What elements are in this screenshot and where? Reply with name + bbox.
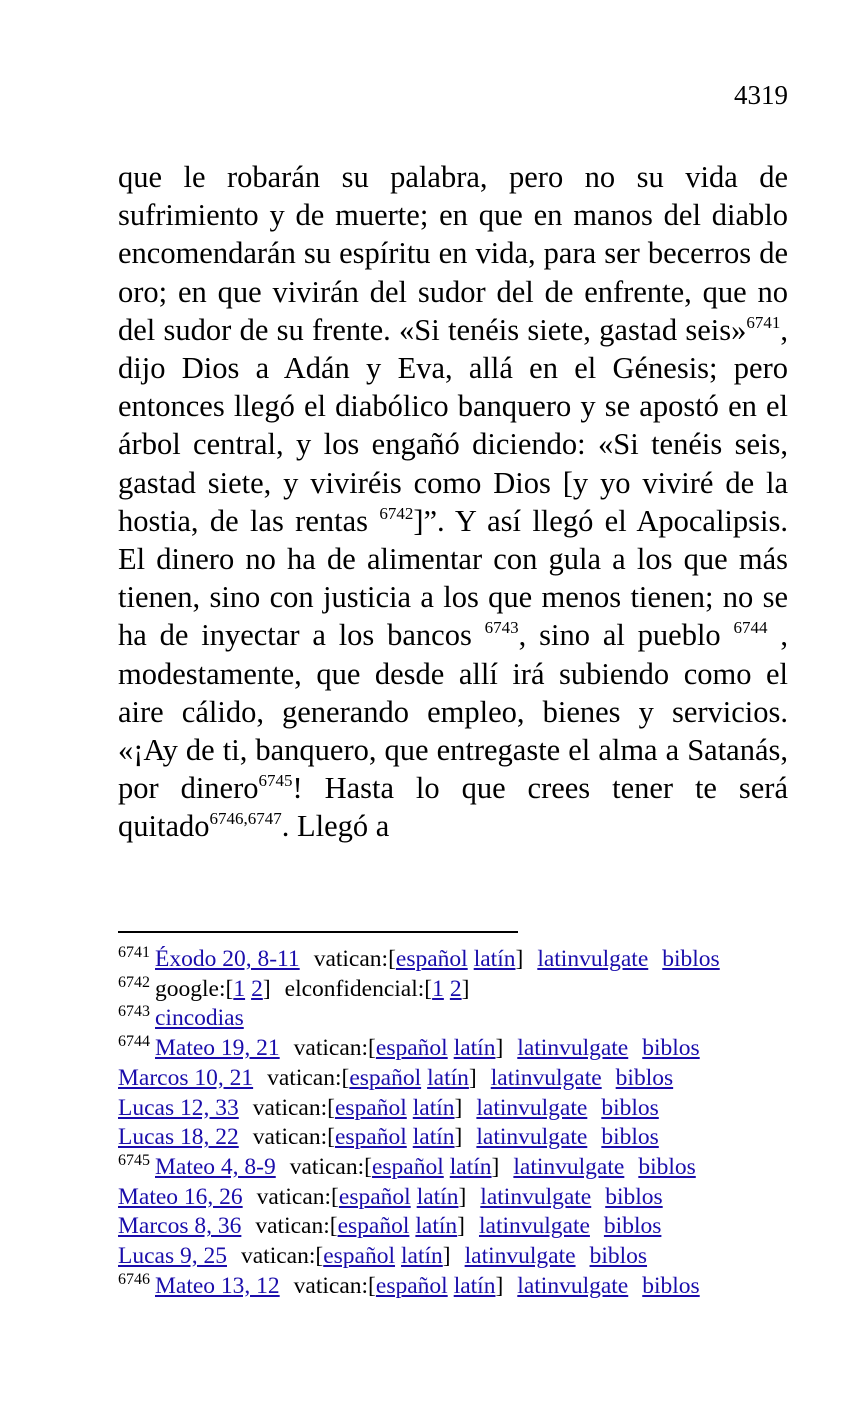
latinvulgate-link[interactable]: latinvulgate (476, 1124, 588, 1151)
bible-ref-link[interactable]: Lucas 18, 22 (118, 1124, 239, 1151)
body-text-segment: , dijo Dios a Adán y Eva, allá en el Génesis; pero entonces llegó el diabólico banquero y se apostó en el árbol central, y los engañó diciendo: «Si tenéis seis, gastad siete, y viviréis como Dios [y yo viviré de la hostia, de las rentas (118, 312, 788, 538)
biblos-link[interactable]: biblos (601, 1094, 659, 1121)
footnotes (118, 945, 818, 1301)
spanish-link[interactable]: español (334, 1094, 407, 1121)
bible-ref-link[interactable]: Mateo 16, 26 (118, 1183, 243, 1210)
latinvulgate-link[interactable]: latinvulgate (464, 1243, 576, 1270)
footnote-ref-6746-6747[interactable]: 6746,6747 (209, 809, 282, 829)
bible-ref-link[interactable]: Mateo 19, 21 (155, 1035, 280, 1062)
body-text-segment: . Llegó a (281, 809, 390, 844)
elconfidencial-link-2[interactable]: 2 (449, 975, 462, 1002)
footnote-number: 6741 (118, 944, 150, 961)
biblos-link[interactable]: biblos (603, 1213, 662, 1240)
body-text-segment: que le robarán su palabra, pero no su vida de sufrimiento y de muerte; en que en manos del diablo encomendarán su espíritu en vida, para ser becerros de oro; en que vivirán del sudor del de enfrente, que no del sudor de su frente. «Si tenéis siete, gastad seis» (118, 160, 788, 347)
bible-ref-link[interactable]: Mateo 13, 12 (155, 1272, 280, 1299)
latinvulgate-link[interactable]: latinvulgate (517, 1272, 629, 1299)
main-paragraph (118, 158, 788, 846)
footnote-number: 6745 (118, 1151, 150, 1169)
footnote-6743 (118, 1004, 818, 1034)
latin-link[interactable]: latín (453, 1035, 496, 1062)
vatican-label: vatican:[ (289, 1153, 372, 1180)
footnote-6745-line (118, 1242, 818, 1272)
bracket-close: ] (495, 1272, 504, 1299)
biblos-link[interactable]: biblos (601, 1124, 659, 1151)
google-label: google:[ (155, 975, 234, 1002)
footnote-6744-line (118, 1064, 818, 1094)
spanish-link[interactable]: español (337, 1213, 410, 1240)
footnote-6745-line (118, 1212, 818, 1242)
spanish-link[interactable]: español (338, 1183, 411, 1210)
cincodias-link[interactable]: cincodias (155, 1005, 244, 1032)
spanish-link[interactable]: español (395, 946, 468, 972)
biblos-link[interactable]: biblos (589, 1243, 648, 1270)
footnote-6745-line (118, 1183, 818, 1213)
bracket-close: ] (262, 975, 271, 1002)
bracket-close: ] (515, 946, 524, 972)
footnote-ref-6745[interactable]: 6745 (258, 771, 293, 791)
footnote-6741 (118, 945, 818, 975)
spanish-link[interactable]: español (349, 1064, 422, 1091)
latinvulgate-link[interactable]: latinvulgate (476, 1094, 588, 1121)
bracket-close: ] (461, 975, 470, 1002)
vatican-label: vatican:[ (267, 1064, 350, 1091)
bible-ref-link[interactable]: Éxodo 20, 8-11 (155, 946, 300, 972)
spanish-link[interactable]: español (375, 1272, 448, 1299)
latin-link[interactable]: latín (412, 1094, 455, 1121)
footnote-6745 (118, 1153, 818, 1183)
footnote-6746 (118, 1272, 818, 1302)
spanish-link[interactable]: español (323, 1243, 396, 1270)
bracket-close: ] (495, 1035, 504, 1062)
footnote-ref-6744[interactable]: 6744 (733, 618, 768, 638)
spanish-link[interactable]: español (371, 1153, 444, 1180)
latin-link[interactable]: latín (427, 1064, 469, 1091)
footnote-number: 6743 (118, 1003, 150, 1021)
latin-link[interactable]: latín (412, 1124, 455, 1151)
footnote-ref-6742[interactable]: 6742 (379, 503, 414, 523)
bracket-close: ] (491, 1153, 500, 1180)
elconfidencial-link-1[interactable]: 1 (432, 975, 444, 1002)
footnote-number: 6744 (118, 1033, 150, 1051)
body-text-segment: ! Hasta lo que crees tener te será quitado (118, 771, 788, 844)
biblos-link[interactable]: biblos (642, 1272, 700, 1299)
footnote-6744-line (118, 1123, 818, 1153)
body-text-segment: , sino al pueblo (518, 618, 721, 653)
spanish-link[interactable]: español (375, 1035, 448, 1062)
latinvulgate-link[interactable]: latinvulgate (517, 1035, 629, 1062)
bible-ref-link[interactable]: Lucas 9, 25 (118, 1243, 227, 1270)
latin-link[interactable]: latín (473, 946, 516, 972)
latinvulgate-link[interactable]: latinvulgate (478, 1213, 590, 1240)
latin-link[interactable]: latín (449, 1153, 492, 1180)
vatican-label: vatican:[ (241, 1243, 324, 1270)
body-text-segment: ]”. Y así llegó el Apocalipsis. El dinero no ha de alimentar con gula a los que más tienen, sino con justicia a los que menos tienen; no se ha de inyectar a los bancos (118, 503, 788, 653)
footnote-separator (118, 931, 518, 933)
bible-ref-link[interactable]: Mateo 4, 8-9 (155, 1153, 276, 1180)
biblos-link[interactable]: biblos (605, 1183, 663, 1210)
bracket-close: ] (454, 1124, 463, 1151)
footnote-ref-6741[interactable]: 6741 (746, 312, 781, 332)
latin-link[interactable]: latín (415, 1213, 458, 1240)
vatican-label: vatican:[ (256, 1183, 339, 1210)
bracket-close: ] (454, 1094, 463, 1121)
vatican-label: vatican:[ (293, 1035, 376, 1062)
latin-link[interactable]: latín (453, 1272, 496, 1299)
footnote-6744-line (118, 1094, 818, 1124)
elconfidencial-label: elconfidencial:[ (284, 975, 433, 1002)
latinvulgate-link[interactable]: latinvulgate (480, 1183, 592, 1210)
biblos-link[interactable]: biblos (642, 1035, 700, 1062)
bracket-close: ] (468, 1064, 477, 1091)
latinvulgate-link[interactable]: latinvulgate (537, 946, 649, 972)
latin-link[interactable]: latín (416, 1183, 459, 1210)
bible-ref-link[interactable]: Marcos 8, 36 (118, 1213, 242, 1240)
vatican-label: vatican:[ (252, 1124, 335, 1151)
bracket-close: ] (458, 1183, 467, 1210)
footnote-ref-6743[interactable]: 6743 (484, 618, 519, 638)
footnote-number: 6746 (118, 1270, 150, 1288)
latin-link[interactable]: latín (401, 1243, 443, 1270)
page-number: 4319 (734, 80, 788, 110)
footnote-number: 6742 (118, 973, 150, 991)
bible-ref-link[interactable]: Marcos 10, 21 (118, 1064, 254, 1091)
footnote-6744 (118, 1034, 818, 1064)
google-link-2[interactable]: 2 (251, 975, 263, 1002)
vatican-label: vatican:[ (293, 1272, 376, 1299)
vatican-label: vatican:[ (255, 1213, 338, 1240)
latinvulgate-link[interactable]: latinvulgate (513, 1153, 625, 1180)
vatican-label: vatican:[ (313, 946, 396, 972)
vatican-label: vatican:[ (252, 1094, 335, 1121)
biblos-link[interactable]: biblos (615, 1064, 674, 1091)
google-link-1[interactable]: 1 (233, 975, 246, 1002)
bracket-close: ] (442, 1243, 451, 1270)
biblos-link[interactable]: biblos (662, 946, 720, 972)
bible-ref-link[interactable]: Lucas 12, 33 (118, 1094, 239, 1121)
body-text-segment: , modestamente, que desde allí irá subiendo como el aire cálido, generando empleo, bienes y servicios. «¡Ay de ti, banquero, que entregaste el alma a Satanás, por dinero (118, 618, 788, 806)
latinvulgate-link[interactable]: latinvulgate (490, 1064, 602, 1091)
footnote-6742 (118, 975, 818, 1005)
biblos-link[interactable]: biblos (638, 1153, 696, 1180)
bracket-close: ] (457, 1213, 465, 1240)
spanish-link[interactable]: español (334, 1124, 407, 1151)
